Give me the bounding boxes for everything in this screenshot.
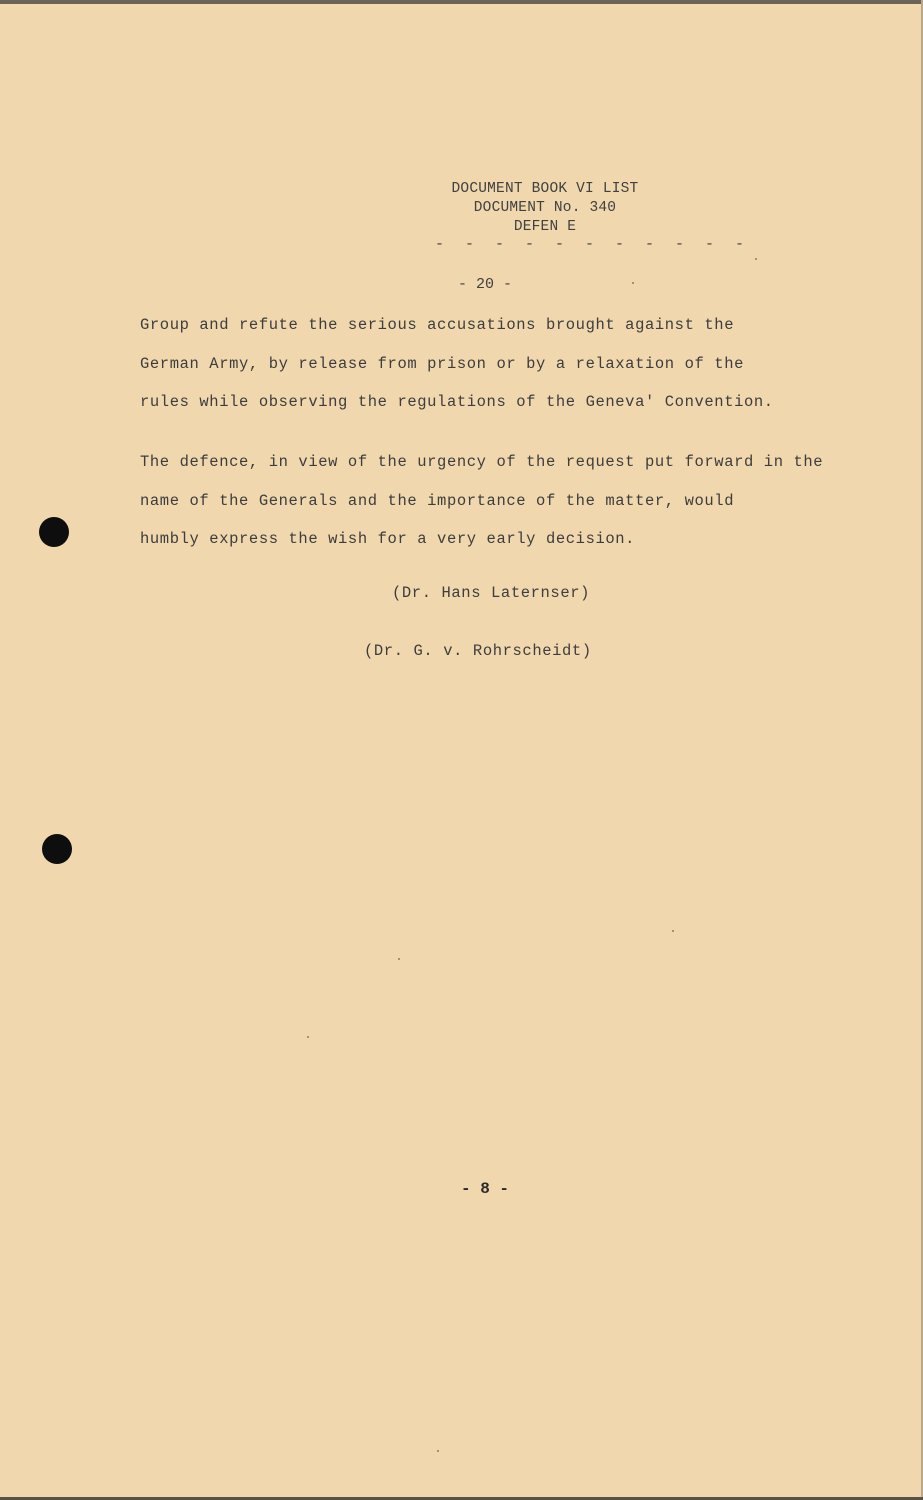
paper-speck: [672, 930, 674, 932]
paper-speck: [437, 1450, 439, 1452]
paragraph-1: [140, 306, 774, 422]
paper-speck: [307, 1036, 309, 1038]
page-number-top: - 20 -: [457, 276, 512, 293]
page-number-bottom: - 8 -: [460, 1180, 509, 1198]
paragraph-line: German Army, by release from prison or by a relaxation of the: [140, 354, 744, 373]
paper-speck: [755, 258, 757, 260]
signature-rohrscheidt: (Dr. G. v. Rohrscheidt): [364, 642, 592, 660]
signature-laternser: (Dr. Hans Laternser): [392, 584, 591, 602]
paragraph-line: rules while observing the regulations of the Geneva' Convention.: [140, 393, 774, 411]
header-divider: - - - - - - - - - - -: [435, 236, 751, 253]
punch-hole-lower: [42, 834, 72, 864]
punch-hole-upper: [39, 517, 69, 547]
paper-speck: [632, 282, 634, 284]
header-line-book: DOCUMENT BOOK VI LIST: [451, 181, 639, 197]
paragraph-line: name of the Generals and the importance of the matter, would: [140, 491, 735, 510]
page-top-edge: [0, 0, 923, 4]
paper-speck: [398, 958, 400, 960]
paragraph-line: Group and refute the serious accusations brought against the: [140, 316, 735, 334]
header-line-defense: DEFEN E: [513, 219, 577, 235]
header-line-document-number: DOCUMENT No. 340: [473, 200, 617, 216]
paragraph-line: The defence, in view of the urgency of the request put forward in the: [140, 453, 824, 471]
document-header: [420, 180, 670, 237]
paragraph-line: humbly express the wish for a very early decision.: [140, 530, 636, 548]
paragraph-2: [140, 443, 823, 559]
